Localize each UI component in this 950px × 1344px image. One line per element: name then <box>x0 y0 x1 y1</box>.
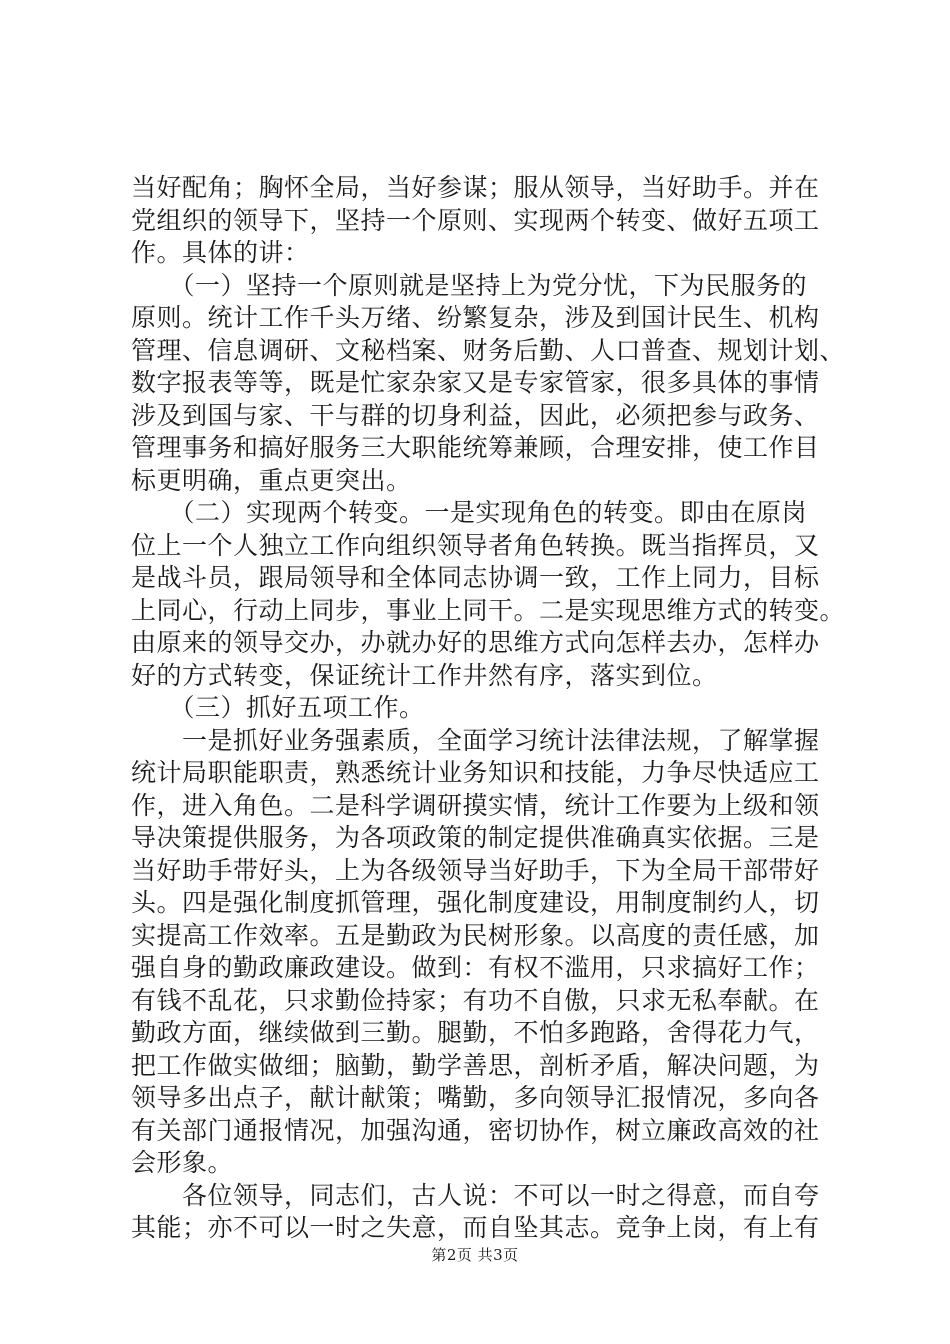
text-line: 各位领导，同志们，古人说：不可以一时之得意，而自夸 <box>131 1180 820 1210</box>
text-line: 实提高工作效率。五是勤政为民树形象。以高度的责任感，加 <box>131 920 820 950</box>
text-line: 勤政方面，继续做到三勤。腿勤，不怕多跑路，舍得花力气， <box>131 1018 820 1047</box>
text-line: 有钱不乱花，只求勤俭持家；有功不自傲，只求无私奉献。在 <box>131 985 820 1015</box>
text-line: 位上一个人独立工作向组织领导者角色转换。既当指挥员，又 <box>131 530 820 560</box>
text-line: 好的方式转变，保证统计工作井然有序，落实到位。 <box>131 660 718 690</box>
text-line: 强自身的勤政廉政建设。做到：有权不滥用，只求搞好工作； <box>131 953 820 982</box>
text-line: 涉及到国与家、干与群的切身利益，因此，必须把参与政务、 <box>131 400 820 430</box>
text-line: 把工作做实做细；脑勤，勤学善思，剖析矛盾，解决问题，为 <box>131 1050 820 1080</box>
text-line: （一）坚持一个原则就是坚持上为党分忧，下为民服务的 <box>131 270 808 300</box>
text-line: 领导多出点子，献计献策；嘴勤，多向领导汇报情况，多向各 <box>131 1083 820 1112</box>
text-line: 一是抓好业务强素质，全面学习统计法律法规，了解掌握 <box>131 725 820 755</box>
text-line: 当好助手带好头，上为各级领导当好助手，下为全局干部带好 <box>131 855 820 885</box>
text-line: 有关部门通报情况，加强沟通，密切协作，树立廉政高效的社 <box>131 1115 820 1145</box>
text-line: 数字报表等等，既是忙家杂家又是专家管家，很多具体的事情 <box>131 368 820 397</box>
text-line: 管理事务和搞好服务三大职能统筹兼顾，合理安排，使工作目 <box>131 433 820 462</box>
text-line: 原则。统计工作千头万绪、纷繁复杂，涉及到国计民生、机构 <box>131 303 820 332</box>
text-line: 标更明确，重点更突出。 <box>131 465 412 495</box>
text-line: 党组织的领导下，坚持一个原则、实现两个转变、做好五项工 <box>131 205 820 235</box>
text-line: 是战斗员，跟局领导和全体同志协调一致，工作上同力，目标 <box>131 563 820 592</box>
text-line: 由原来的领导交办，办就办好的思维方式向怎样去办，怎样办 <box>131 628 820 657</box>
text-line: 会形象。 <box>131 1148 234 1177</box>
text-line: 头。四是强化制度抓管理，强化制度建设，用制度制约人，切 <box>131 888 820 917</box>
page-number-footer: 第2页 共3页 <box>431 1246 519 1264</box>
text-line: 管理、信息调研、文秘档案、财务后勤、人口普查、规划计划、 <box>131 335 846 365</box>
text-line: 作，进入角色。二是科学调研摸实情，统计工作要为上级和领 <box>131 790 820 820</box>
text-line: 统计局职能职责，熟悉统计业务知识和技能，力争尽快适应工 <box>131 758 820 787</box>
text-line: 其能；亦不可以一时之失意，而自坠其志。竞争上岗，有上有 <box>131 1213 820 1242</box>
document-body <box>131 172 851 1245</box>
text-line: 作。具体的讲： <box>131 238 310 267</box>
text-line: （二）实现两个转变。一是实现角色的转变。即由在原岗 <box>131 498 808 527</box>
text-line: （三）抓好五项工作。 <box>131 693 425 722</box>
text-line: 当好配角；胸怀全局，当好参谋；服从领导，当好助手。并在 <box>131 173 820 202</box>
text-line: 上同心，行动上同步，事业上同干。二是实现思维方式的转变。 <box>131 595 846 625</box>
text-line: 导决策提供服务，为各项政策的制定提供准确真实依据。三是 <box>131 823 820 852</box>
